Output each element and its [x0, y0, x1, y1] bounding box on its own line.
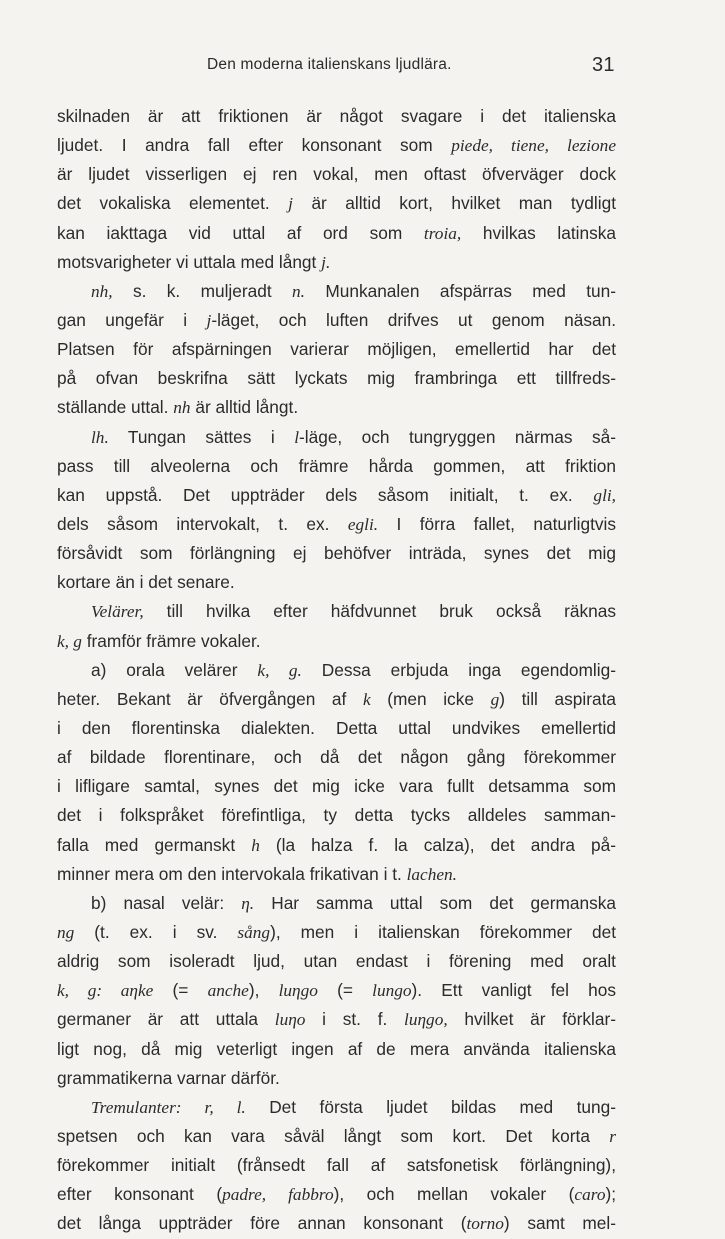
text-line: [57, 976, 616, 1005]
text-line: [57, 1035, 616, 1064]
text-run: ställande uttal.: [57, 397, 174, 418]
text-run: b) nasal velär:: [91, 892, 242, 913]
text-run: falla med germanskt: [57, 834, 252, 855]
text-run: -läge, och tungryggen närmas så-: [299, 426, 617, 447]
text-run: );: [605, 1184, 617, 1205]
text-line: [57, 743, 616, 772]
body-text: [57, 102, 616, 1238]
page-number: 31: [592, 54, 615, 76]
text-run: Har samma uttal som det germanska: [254, 892, 616, 913]
text-line: [57, 452, 616, 481]
text-run: Tungan sättes i: [108, 426, 295, 447]
italic-term: gli,: [593, 485, 616, 505]
text-run: dels såsom intervokalt, t. ex.: [57, 513, 348, 534]
text-run: i den florentinska dialekten. Detta uttal undvikes emellertid: [57, 717, 616, 738]
text-run: pass till alveolerna och främre hårda gommen, att friktion: [57, 455, 616, 476]
text-line: [57, 248, 616, 277]
italic-term: padre, fabbro: [222, 1185, 334, 1205]
text-run: i st. f.: [305, 1009, 405, 1030]
italic-term: Tremulanter: r, l.: [91, 1097, 246, 1117]
text-run: är alltid långt.: [190, 397, 299, 418]
text-line: [57, 1151, 616, 1180]
text-line: [57, 1093, 616, 1122]
text-run: är ljudet visserligen ej ren vokal, men oftast öfverväger dock: [57, 164, 616, 185]
italic-term: lungo: [372, 981, 412, 1001]
text-run: grammatikerna varnar därför.: [57, 1067, 280, 1088]
text-run: hvilket är förklar-: [447, 1009, 616, 1030]
italic-term: n.: [292, 281, 305, 301]
text-run: försåvidt som förlängning ej behöfver inträda, synes det mig: [57, 543, 616, 564]
italic-term: sång: [237, 922, 271, 942]
text-run: Dessa erbjuda inga egendomlig-: [301, 659, 616, 680]
text-line: [57, 102, 616, 131]
italic-term: g: [490, 689, 500, 709]
text-line: [57, 481, 616, 510]
text-run: på ofvan beskrifna sätt lyckats mig frambringa ett tillfreds-: [57, 368, 616, 389]
text-run: ligt nog, då mig veterligt ingen af de mera använda italienska: [57, 1038, 616, 1059]
text-run: efter konsonant (: [57, 1184, 223, 1205]
text-line: [57, 131, 616, 160]
text-run: ) samt mel-: [503, 1213, 617, 1234]
text-line: [57, 627, 616, 656]
italic-term: η.: [241, 893, 255, 913]
italic-term: luηgo,: [404, 1010, 448, 1030]
running-title: Den moderna italienskans ljudlära.: [207, 56, 452, 73]
text-run: kan uppstå. Det uppträder dels såsom initialt, t. ex.: [57, 484, 594, 505]
text-run: spetsen och kan vara såväl långt som kort. Det korta: [57, 1125, 610, 1146]
text-line: [57, 423, 616, 452]
text-run: -läget, och luften drifves ut genom näsan.: [211, 309, 616, 330]
text-run: aldrig som isoleradt ljud, utan endast i förening med oralt: [57, 951, 616, 972]
italic-term: h: [251, 835, 260, 855]
text-line: [57, 189, 616, 218]
italic-term: luηgo: [278, 981, 318, 1001]
text-run: ),: [248, 980, 279, 1001]
text-run: till hvilka efter häfdvunnet bruk också räknas: [143, 601, 616, 622]
text-run: (=: [153, 980, 208, 1001]
text-line: [57, 160, 616, 189]
text-line: [57, 306, 616, 335]
text-line: [57, 510, 616, 539]
italic-term: luηo: [274, 1010, 306, 1030]
text-line: [57, 364, 616, 393]
text-line: [57, 539, 616, 568]
text-run: s. k. muljeradt: [112, 280, 292, 301]
text-run: kan iakttaga vid uttal af ord som: [57, 222, 424, 243]
text-line: [57, 1005, 616, 1034]
text-line: [57, 714, 616, 743]
text-line: [57, 277, 616, 306]
text-run: Det första ljudet bildas med tung-: [245, 1096, 616, 1117]
italic-term: k: [362, 689, 371, 709]
italic-term: lh.: [91, 427, 109, 447]
text-run: minner mera om den intervokala frikativan i t.: [57, 863, 407, 884]
text-run: motsvarigheter vi uttala med långt: [57, 251, 322, 272]
text-run: kortare än i det senare.: [57, 572, 235, 593]
text-line: [57, 219, 616, 248]
text-line: [57, 772, 616, 801]
text-run: a) orala velärer: [91, 659, 258, 680]
italic-term: k, g.: [257, 660, 302, 680]
text-run: Munkanalen afspärras med tun-: [304, 280, 616, 301]
text-line: [57, 393, 616, 422]
italic-term: nh: [173, 398, 191, 418]
text-line: [57, 1064, 616, 1093]
italic-term: torno: [466, 1214, 504, 1234]
text-line: [57, 656, 616, 685]
text-run: ), men i italienskan förekommer det: [270, 921, 617, 942]
italic-term: anche: [207, 981, 249, 1001]
text-run: det vokaliska elementet.: [57, 193, 289, 214]
italic-term: l: [294, 427, 299, 447]
text-line: [57, 1122, 616, 1151]
text-run: ljudet. I andra fall efter konsonant som: [57, 135, 452, 156]
text-line: [57, 335, 616, 364]
text-run: det i folkspråket förefintliga, ty detta tycks alldeles samman-: [57, 805, 616, 826]
italic-term: egli.: [347, 514, 379, 534]
text-run: Platsen för afspärningen varierar möjligen, emellertid har det: [57, 339, 616, 360]
text-run: hvilkas latinska: [461, 222, 616, 243]
text-run: heter. Bekant är öfvergången af: [57, 688, 363, 709]
italic-term: nh,: [91, 281, 113, 301]
italic-term: caro: [574, 1185, 606, 1205]
text-run: det långa uppträder före annan konsonant (: [57, 1213, 467, 1234]
text-run: i lifligare samtal, synes det mig icke vara fullt detsamma som: [57, 776, 616, 797]
text-run: af bildade florentinare, och då det någon gång förekommer: [57, 747, 616, 768]
italic-term: k, g: [57, 631, 82, 651]
italic-term: k, g: aηke: [57, 981, 154, 1001]
italic-term: troia,: [423, 223, 462, 243]
italic-term: piede, tiene, lezione: [451, 136, 616, 156]
text-run: gan ungefär i: [57, 309, 207, 330]
text-line: [57, 889, 616, 918]
text-run: skilnaden är att friktionen är något svagare i det italienska: [57, 106, 616, 126]
text-line: [57, 597, 616, 626]
text-run: förekommer initialt (frånsedt fall af satsfonetisk förlängning),: [57, 1155, 616, 1176]
text-run: I förra fallet, naturligtvis: [378, 513, 616, 534]
text-run: ), och mellan vokaler (: [333, 1184, 575, 1205]
text-run: ) till aspirata: [499, 688, 616, 709]
text-run: (men icke: [370, 688, 491, 709]
italic-term: j: [206, 310, 212, 330]
text-run: (t. ex. i sv.: [74, 921, 238, 942]
italic-term: r: [609, 1126, 616, 1146]
text-line: [57, 568, 616, 597]
text-line: [57, 860, 616, 889]
text-line: [57, 801, 616, 830]
italic-term: lachen.: [406, 864, 457, 884]
text-run: germaner är att uttala: [57, 1009, 275, 1030]
text-run: ). Ett vanligt fel hos: [411, 980, 617, 1001]
text-line: [57, 831, 616, 860]
text-run: är alltid kort, hvilket man tydligt: [292, 193, 616, 214]
italic-term: j.: [321, 252, 331, 272]
italic-term: j: [288, 194, 293, 214]
italic-term: ng: [57, 922, 75, 942]
text-line: [57, 1180, 616, 1209]
text-run: (=: [317, 980, 373, 1001]
italic-term: Velärer,: [91, 602, 144, 622]
text-line: [57, 685, 616, 714]
text-run: (la halza f. la calza), det andra på-: [259, 834, 616, 855]
text-run: framför främre vokaler.: [81, 630, 261, 651]
text-line: [57, 947, 616, 976]
text-line: [57, 1209, 616, 1238]
text-line: [57, 918, 616, 947]
